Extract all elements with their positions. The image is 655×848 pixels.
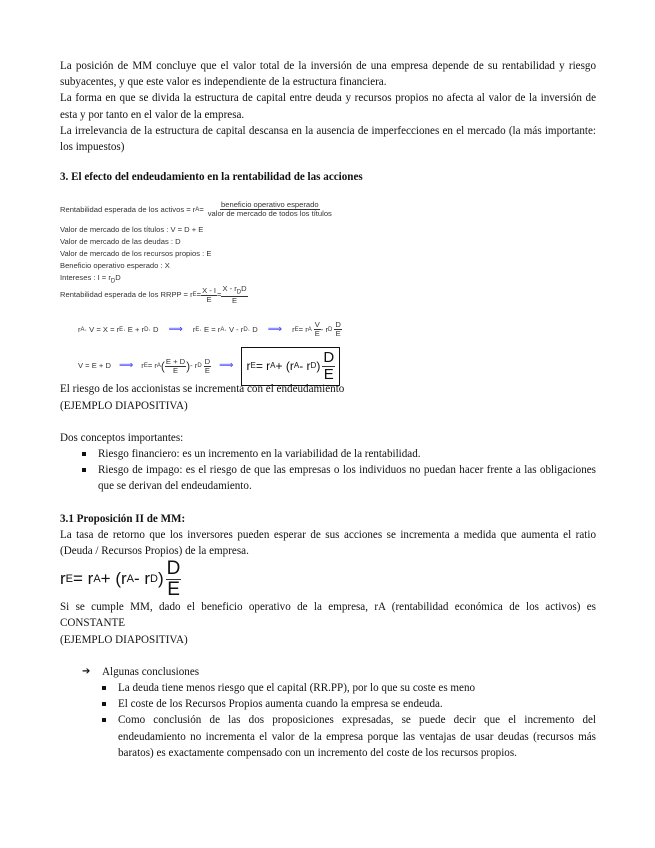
ejemplo-diapositiva-2: (EJEMPLO DIAPOSITIVA) [60, 633, 188, 646]
implies-arrow-icon: ⟹ [168, 323, 183, 335]
formula-beneficio: Beneficio operativo esperado : X [60, 261, 170, 271]
riesgo-accionistas-text: El riesgo de los accionistas se incrementa con el endeudamiento [60, 383, 345, 396]
list-item: El coste de los Recursos Propios aumenta cuando la empresa se endeuda. [60, 696, 596, 712]
list-item: Riesgo de impago: es el riesgo de que las empresas o los individuos no puedan hacer frente a las obligaciones que se derivan del endeudamiento. [60, 462, 596, 494]
proposition-ii-formula: r E = r A + (r A - r D ) $\frac{D}{E}$ [60, 557, 181, 600]
formula-valor-titulos: Valor de mercado de los títulos : V = D + E [60, 225, 204, 235]
formula-rentabilidad-rrpp: Rentabilidad esperada de los RRPP = r E = $\frac{X - I}{E}$ = $\frac{X - r_DD}{E}$ [60, 284, 247, 306]
section-3-1-paragraph: La tasa de retorno que los inversores pueden esperar de sus acciones se incrementa a medida que aumenta el ratio (Deuda / Recursos Propios) de la empresa. [60, 528, 596, 558]
document-page [60, 58, 596, 761]
implies-arrow-icon: ⟹ [267, 323, 283, 335]
conclusions-list [60, 680, 596, 761]
mm-constante-text: Si se cumple MM, dado el beneficio operativo de la empresa, rA (rentabilidad económica de los activos) es CONSTANTE [60, 601, 596, 630]
derivation-row-1: r A · V = X = r E · E + r D · D ⟹ r E · E = r A · V - r D · D ⟹ r E = r A $\frac{V}{E}$ - r D $\frac{D}{E}$ [78, 320, 341, 339]
formula-intereses: Intereses : $I = r_DD$ [60, 273, 121, 285]
formula-block [60, 197, 596, 384]
arrow-right-icon: ➔ [82, 665, 91, 677]
concepts-intro: Dos conceptos importantes: [60, 431, 184, 444]
formula-rentabilidad-activos: Rentabilidad esperada de los activos = r A = $\frac{\text{beneficio operativo esperado}}{\text{valor de mercado de todos los títulos}}$ [60, 200, 332, 219]
list-item: Riesgo financiero: es un incremento en la variabilidad de la rentabilidad. [60, 446, 596, 462]
ejemplo-diapositiva-1: (EJEMPLO DIAPOSITIVA) [60, 399, 188, 412]
list-item: Como conclusión de las dos proposiciones expresadas, se puede decir que el incremento del endeudamiento no incrementa el valor de la empresa porque las ventajas de usar deudas (recursos más baratos) es exactamente compensado con un incremento del coste de los recursos propios. [60, 712, 596, 761]
list-item: La deuda tiene menos riesgo que el capital (RR.PP), por lo que su coste es meno [60, 680, 596, 696]
formula-valor-recursos: Valor de mercado de los recursos propios : E [60, 249, 212, 259]
intro-paragraph-2: La forma en que se divida la estructura de capital entre deuda y recursos propios no afecta al valor de la inversión de esta y por tanto en el valor de la empresa. [60, 92, 596, 121]
implies-arrow-icon: ⟹ [118, 360, 134, 372]
intro-paragraph-1: La posición de MM concluye que el valor total de la inversión de una empresa depende de su rentabilidad y riesgo subyacentes, y que este valor es independiente de la estructura financiera. [60, 60, 596, 89]
section-3-heading: 3. El efecto del endeudamiento en la rentabilidad de las acciones [60, 171, 363, 184]
concepts-list [60, 446, 596, 495]
conclusions-heading: ➔ Algunas conclusiones [60, 664, 596, 680]
implies-arrow-icon: ⟹ [219, 360, 234, 372]
formula-valor-deudas: Valor de mercado de las deudas : D [60, 237, 181, 247]
boxed-formula: r E = r A + (r A - r D ) $\frac{D}{E}$ [241, 347, 340, 386]
section-3-1-heading: 3.1 Proposición II de MM: [60, 512, 186, 525]
derivation-row-2: V = E + D ⟹ r E = r A ( $\frac{E + D}{E}$ ) - r D $\frac{D}{E}$ ⟹ r E = r A + (r A - r D ) $\frac{D}{E}$ [78, 347, 340, 386]
intro-paragraph-3: La irrelevancia de la estructura de capital descansa en la ausencia de imperfecciones en el mercado (la más importante: los impuestos) [60, 124, 596, 154]
